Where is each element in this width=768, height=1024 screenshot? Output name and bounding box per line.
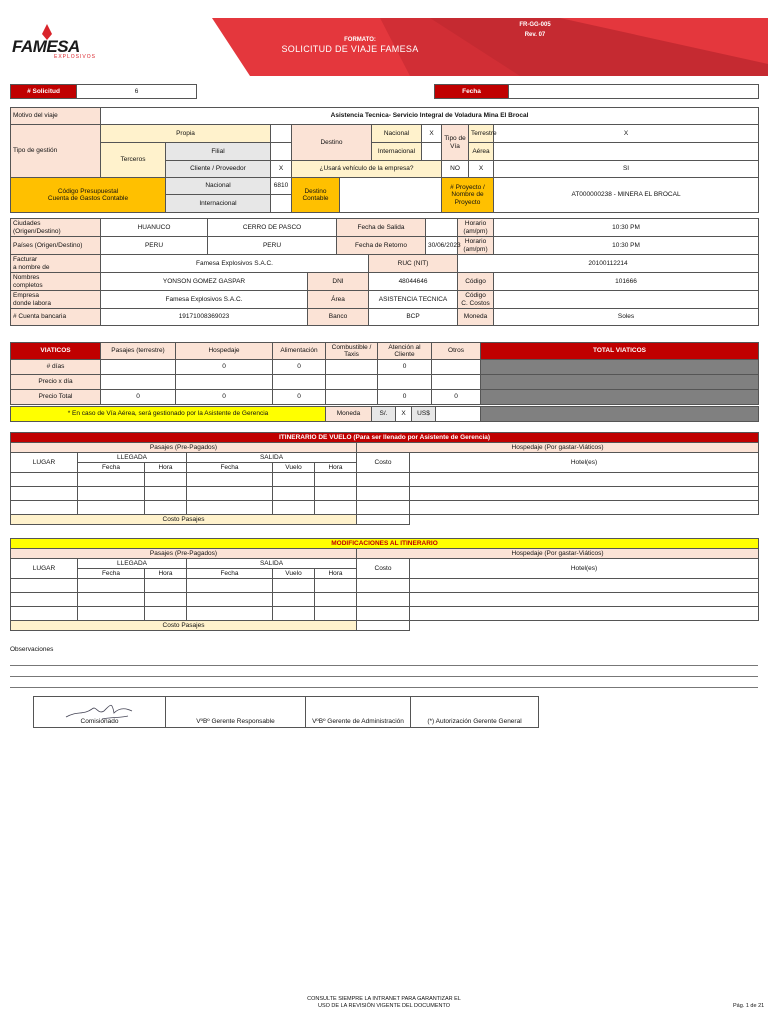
fecha-col: Fecha [187, 569, 273, 579]
moneda-value[interactable]: Soles [494, 309, 759, 326]
lugar-header: LUGAR [11, 453, 78, 473]
viaticos-cell[interactable]: 0 [176, 360, 273, 375]
viaticos-header-2: Hospedaje [176, 343, 273, 360]
itinerario-row [11, 487, 759, 501]
dni-value[interactable]: 48044646 [369, 273, 458, 291]
hotel-header: Hotel(es) [410, 559, 759, 579]
ccostos-label: Código C. Costos [458, 291, 494, 309]
fecha-value[interactable] [509, 85, 759, 99]
famesa-logo [12, 24, 102, 60]
hotel-header: Hotel(es) [410, 453, 759, 473]
viaticos-table [10, 342, 759, 405]
propia-check[interactable] [271, 125, 292, 143]
ruc-label: RUC (NIT) [369, 255, 458, 273]
itinerario-title: ITINERARIO DE VUELO (Para ser llenado por Asistente de Gerencia) [11, 433, 759, 443]
salida-header: SALIDA [187, 559, 357, 569]
viaticos-header-6: Otros [432, 343, 481, 360]
dni-label: DNI [308, 273, 369, 291]
form-title: SOLICITUD DE VIAJE FAMESA [281, 44, 419, 54]
cod-internacional-value[interactable] [271, 195, 292, 213]
viaticos-header-4: Combustible / Taxis [326, 343, 378, 360]
viaticos-cell[interactable]: 0 [378, 360, 432, 375]
fecha-salida-label: Fecha de Salida [337, 219, 426, 237]
proyecto-value[interactable]: AT000000238 - MINERA EL BROCAL [494, 178, 759, 213]
fecha-retorno-label: Fecha de Retorno [337, 237, 426, 255]
format-label: FORMATO: [344, 37, 376, 43]
signature-label: Comisionado [80, 717, 119, 725]
soles-check[interactable]: X [396, 407, 412, 422]
filial-label: Filial [166, 143, 271, 161]
aerea-check[interactable] [494, 143, 759, 161]
empresa-value[interactable]: Famesa Explosivos S.A.C. [101, 291, 308, 309]
viaticos-row-dias [11, 360, 759, 375]
signature-gerente-responsable[interactable] [166, 697, 306, 728]
costo-pasajes-value[interactable] [357, 621, 410, 631]
modificaciones-row [11, 607, 759, 621]
fecha-col: Fecha [78, 569, 145, 579]
vuelo-col: Vuelo [273, 569, 315, 579]
propia-label: Propia [101, 125, 271, 143]
costo-header: Costo [357, 559, 410, 579]
banco-label: Banco [308, 309, 369, 326]
viaticos-header-row [11, 343, 759, 360]
pais-destino[interactable]: PERU [208, 237, 337, 255]
facturar-value[interactable]: Famesa Explosivos S.A.C. [101, 255, 369, 273]
horario-retorno-value[interactable]: 10:30 PM [494, 237, 759, 255]
viaticos-header-total: TOTAL VIATICOS [481, 343, 759, 360]
costo-pasajes-value[interactable] [357, 515, 410, 525]
fecha-col: Fecha [187, 463, 273, 473]
form-code: FR-GG-005 [519, 22, 551, 28]
lugar-header: LUGAR [11, 559, 78, 579]
costo-header: Costo [357, 453, 410, 473]
vuelo-col: Vuelo [273, 463, 315, 473]
hospedaje-header: Hospedaje (Por gastar-Viáticos) [357, 549, 759, 559]
traveler-info-table [10, 218, 759, 326]
viaticos-row-precio-total [11, 390, 759, 405]
viaticos-note-table [10, 406, 759, 422]
total-viaticos-cell [481, 360, 759, 375]
ciudad-destino[interactable]: CERRO DE PASCO [208, 219, 337, 237]
area-value[interactable]: ASISTENCIA TECNICA [369, 291, 458, 309]
terrestre-check[interactable]: X [494, 125, 759, 143]
llegada-header: LLEGADA [78, 559, 187, 569]
costo-pasajes-label: Costo Pasajes [11, 621, 357, 631]
destino-label: Destino [292, 125, 372, 161]
nacional-label: Nacional [372, 125, 422, 143]
terceros-label: Terceros [101, 143, 166, 178]
viaticos-cell[interactable] [326, 360, 378, 375]
horario-salida-label: Horario (am/pm) [458, 219, 494, 237]
viaticos-cell[interactable]: 0 [432, 390, 481, 405]
itinerario-row [11, 501, 759, 515]
nombres-label: Nombres completos [11, 273, 101, 291]
motivo-value[interactable]: Asistencia Tecnica- Servicio Integral de Voladura Mina El Brocal [101, 108, 759, 125]
total-viaticos-cell [481, 375, 759, 390]
usara-vehiculo-label: ¿Usará vehículo de la empresa? [292, 161, 442, 178]
cuenta-label: # Cuenta bancaria [11, 309, 101, 326]
viaticos-cell[interactable] [432, 375, 481, 390]
internacional-label: Internacional [372, 143, 422, 161]
viaticos-cell[interactable]: 0 [273, 360, 326, 375]
modificaciones-table [10, 538, 759, 631]
viaticos-cell[interactable]: 0 [273, 390, 326, 405]
si-label: SI [494, 161, 759, 178]
cuenta-value[interactable]: 19171008369023 [101, 309, 308, 326]
viaticos-header-3: Alimentación [273, 343, 326, 360]
handwritten-signature [62, 699, 142, 723]
viaticos-cell[interactable] [326, 390, 378, 405]
codigo-label: Código [458, 273, 494, 291]
footer-line-2: USO DE LA REVISIÓN VIGENTE DEL DOCUMENTO [317, 1002, 451, 1009]
modificaciones-row [11, 593, 759, 607]
viaticos-row-label: Precio x día [11, 375, 101, 390]
tipo-via-label: Tipo de Vía [442, 125, 469, 161]
solicitud-value[interactable]: 6 [77, 85, 197, 99]
viaticos-moneda-label: Moneda [326, 407, 372, 422]
viaticos-row-label: # días [11, 360, 101, 375]
viaticos-cell[interactable] [432, 360, 481, 375]
brand-subtitle: EXPLOSIVOS [54, 54, 96, 60]
viaticos-cell[interactable] [101, 360, 176, 375]
total-viaticos-cell [481, 407, 759, 422]
hora-col: Hora [315, 463, 357, 473]
trip-info-table [10, 107, 759, 213]
pasajes-header: Pasajes (Pre-Pagados) [11, 443, 357, 453]
signatures-table [33, 696, 539, 728]
aerea-note: * En caso de Vía Aérea, será gestionado por la Asistente de Gerencia [11, 407, 326, 422]
signature-label: VºBº Gerente de Administración [312, 717, 404, 725]
usd-option[interactable]: US$ [412, 407, 436, 422]
cod-nacional-label: Nacional [166, 178, 271, 195]
signature-label: VºBº Gerente Responsable [196, 717, 275, 725]
salida-header: SALIDA [187, 453, 357, 463]
no-check[interactable]: X [469, 161, 494, 178]
observaciones-label: Observaciones [10, 646, 54, 653]
paises-label: Países (Origen/Destino) [11, 237, 101, 255]
signature-label: (*) Autorización Gerente General [427, 717, 522, 725]
viaticos-header-5: Atención al Cliente [378, 343, 432, 360]
viaticos-row-precio-dia [11, 375, 759, 390]
facturar-label: Facturar a nombre de [11, 255, 101, 273]
hora-col: Hora [145, 463, 187, 473]
itinerario-row [11, 473, 759, 487]
costo-pasajes-label: Costo Pasajes [11, 515, 357, 525]
hora-col: Hora [145, 569, 187, 579]
viaticos-cell[interactable]: 0 [101, 390, 176, 405]
fecha-col: Fecha [78, 463, 145, 473]
area-label: Área [308, 291, 369, 309]
aerea-label: Aérea [469, 143, 494, 161]
usd-check[interactable] [436, 407, 481, 422]
proyecto-label: # Proyecto / Nombre de Proyecto [442, 178, 494, 213]
footer-note [284, 996, 484, 1009]
request-header-table [10, 84, 759, 99]
observaciones-line[interactable] [10, 665, 758, 666]
viaticos-cell[interactable] [176, 375, 273, 390]
moneda-label: Moneda [458, 309, 494, 326]
signature-comisionado[interactable] [34, 697, 166, 728]
modificaciones-title: MODIFICACIONES AL ITINERARIO [11, 539, 759, 549]
fecha-retorno-value[interactable]: 30/06/2023 [426, 237, 458, 255]
fecha-label: Fecha [435, 85, 509, 99]
terrestre-label: Terrestre [469, 125, 494, 143]
motivo-label: Motivo del viaje [11, 108, 101, 125]
destino-contable-value[interactable] [340, 178, 442, 213]
viaticos-header-0: VIATICOS [11, 343, 101, 360]
pais-origen[interactable]: PERU [101, 237, 208, 255]
viaticos-cell[interactable]: 0 [176, 390, 273, 405]
viaticos-cell[interactable]: 0 [378, 390, 432, 405]
observaciones-line[interactable] [10, 676, 758, 677]
nombres-value[interactable]: YONSON GOMEZ GASPAR [101, 273, 308, 291]
ciudades-label: Ciudades (Origen/Destino) [11, 219, 101, 237]
itinerario-table [10, 432, 759, 525]
horario-retorno-label: Horario (am/pm) [458, 237, 494, 255]
viaticos-cell[interactable] [326, 375, 378, 390]
filial-check[interactable] [271, 143, 292, 161]
fecha-salida-value[interactable] [426, 219, 458, 237]
observaciones-line[interactable] [10, 687, 758, 688]
form-revision: Rev. 07 [524, 32, 546, 38]
signature-gerente-administracion[interactable] [306, 697, 411, 728]
internacional-check[interactable] [422, 143, 442, 161]
banco-value[interactable]: BCP [369, 309, 458, 326]
cliente-label: Cliente / Proveedor [166, 161, 271, 178]
tipo-gestion-label: Tipo de gestión [11, 125, 101, 178]
solicitud-label: # Solicitud [11, 85, 77, 99]
viaticos-cell[interactable] [101, 375, 176, 390]
total-viaticos-cell [481, 390, 759, 405]
destino-contable-label: Destino Contable [292, 178, 340, 213]
hora-col: Hora [315, 569, 357, 579]
viaticos-header-1: Pasajes (terrestre) [101, 343, 176, 360]
pasajes-header: Pasajes (Pre-Pagados) [11, 549, 357, 559]
ciudad-origen[interactable]: HUANUCO [101, 219, 208, 237]
viaticos-cell[interactable] [273, 375, 326, 390]
soles-option[interactable]: S/. [372, 407, 396, 422]
cod-nacional-value[interactable]: 6810 [271, 178, 292, 195]
llegada-header: LLEGADA [78, 453, 187, 463]
empresa-label: Empresa donde labora [11, 291, 101, 309]
ccostos-value[interactable] [494, 291, 759, 309]
codigo-value[interactable]: 101666 [494, 273, 759, 291]
horario-salida-value[interactable]: 10:30 PM [494, 219, 759, 237]
cod-internacional-label: Internacional [166, 195, 271, 213]
footer-line-1: CONSULTE SIEMPRE LA INTRANET PARA GARANTIZAR EL [307, 996, 461, 1002]
page-number: Pág. 1 de 21 [733, 1003, 765, 1009]
no-label: NO [442, 161, 469, 178]
modificaciones-row [11, 579, 759, 593]
codigo-presupuestal-label: Código Presupuestal Cuenta de Gastos Contable [11, 178, 166, 213]
viaticos-cell[interactable] [378, 375, 432, 390]
cliente-check[interactable]: X [271, 161, 292, 178]
hospedaje-header: Hospedaje (Por gastar-Viáticos) [357, 443, 759, 453]
viaticos-row-label: Precio Total [11, 390, 101, 405]
ruc-value[interactable]: 20100112214 [458, 255, 759, 273]
signature-gerente-general[interactable] [411, 697, 539, 728]
brand-name: FAMESA [12, 37, 80, 56]
nacional-check[interactable]: X [422, 125, 442, 143]
